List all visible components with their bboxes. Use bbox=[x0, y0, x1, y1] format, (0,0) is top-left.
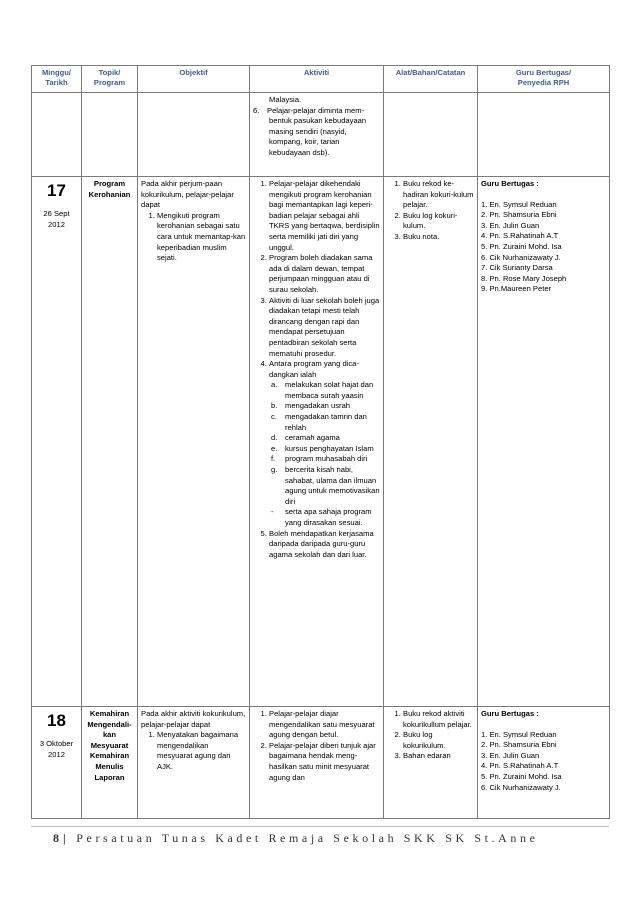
header-row bbox=[32, 66, 610, 93]
header-alat: Alat/Bahan/Catatan bbox=[384, 66, 478, 93]
objektif-cell: Pada akhir aktiviti kokurikulum, pelajar-pelajar dapat 1. Menyatakan bagaimana mengendalikan mesyuarat agung dan AJK. bbox=[138, 707, 250, 819]
week-cell bbox=[32, 177, 82, 707]
week-date: 3 Oktober 2012 bbox=[39, 739, 74, 759]
aktiviti-cell: Malaysia. 6. Pelajar-pelajar diminta mem-bentuk pasukan kebudayaan masing sendiri (nasyid, kompang, koir, tarian kebudayaan dsb). bbox=[250, 93, 384, 177]
aktiviti-cell: 1. Pelajar-pelajar diajar mengendalikan satu mesyuarat agung dengan betul. 2. Pelajar-pelajar diberi tunjuk ajar bagaimana hendak meng-hasilkan satu minit mesyuarat agung dan bbox=[250, 707, 384, 819]
objektif-cell: Pada akhir perjum-paan kokurikulum, pelajar-pelajar dapat 1. Mengikuti program kerohanian sebagai satu cara untuk memantap-kan keperibadian muslim sejati. bbox=[138, 177, 250, 707]
guru-cell: Guru Bertugas : 1. En. Symsul Reduan 2. Pn. Shamsuria Ebni 3. En. Julin Guan 4. Pn. S.Rahatinah A.T 5. Pn. Zuraini Mohd. Isa 6. Cik Nurhanizawaty J. 7. Cik Surianty Darsa 8. Pn. Rose Mary Joseph 9. Pn.Maureen Peter bbox=[478, 177, 610, 707]
alat-cell: 1. Buku rekod ke-hadiran kokuri-kulum pelajar. 2. Buku log kokuri-kulum. 3. Buku nota. bbox=[384, 177, 478, 707]
week-number: 17 bbox=[47, 181, 66, 200]
rph-table bbox=[31, 65, 610, 819]
topik-cell: Program Kerohanian bbox=[82, 177, 138, 707]
footer-divider bbox=[31, 826, 609, 827]
week-date: 26 Sept 2012 bbox=[43, 209, 70, 229]
footer-separator: | bbox=[63, 831, 66, 845]
page-number: 8 bbox=[53, 831, 59, 845]
header-topik: Topik/ Program bbox=[82, 66, 138, 93]
table-row-week-17 bbox=[32, 177, 610, 707]
topik-cell: Kemahiran Mengendali-kan Mesyuarat Kemahiran Menulis Laporan bbox=[82, 707, 138, 819]
guru-cell: Guru Bertugas : 1. En. Symsul Reduan 2. Pn. Shamsuria Ebni 3. En. Julin Guan 4. Pn. S.Rahatinah A.T 5. Pn. Zuraini Mohd. Isa 6. Cik Nurhanizawaty J. bbox=[478, 707, 610, 819]
header-guru: Guru Bertugas/ Penyedia RPH bbox=[478, 66, 610, 93]
page-footer bbox=[53, 831, 573, 846]
header-objektif: Objektif bbox=[138, 66, 250, 93]
alat-cell: 1. Buku rekod aktiviti kokurikullum pelajar. 2. Buku log kokurikulum. 3. Bahan edaran bbox=[384, 707, 478, 819]
header-minggu: Minggu/ Tarikh bbox=[32, 66, 82, 93]
table-row-continuation bbox=[32, 93, 610, 177]
week-number: 18 bbox=[47, 711, 66, 730]
header-aktiviti: Aktiviti bbox=[250, 66, 384, 93]
table-row-week-18 bbox=[32, 707, 610, 819]
week-cell bbox=[32, 707, 82, 819]
aktiviti-cell: 1. Pelajar-pelajar dikehendaki mengikuti program kerohanian bagi memantapkan lagi keperi-badian pelajar sebagai ahli TKRS yang bertaqwa, berdisiplin serta memiliki jati diri yang unggul. 2. Program boleh diadakan sama ada di dalam dewan, tempat perjumpaan mingguan atau di surau sekolah. 3. Aktiviti di luar sekolah boleh juga diadakan tetapi mesti telah dirancang dengan rapi dan mendapat persetujuan pentadbiran sekolah serta mematuhi prosedur. 4. Antara program yang dica-dangkan ialah a. melakukan solat hajat dan membaca surah yaasin b. mengadakan usrah c. mengadakan tamrin dan rehlah d. ceramah agama e. kursus penghayatan Islam f. program muhasabah diri g. bercerita kisah nabi, sahabat, ulama dan ilmuan agung untuk memotivasikan diri - serta apa sahaja program yang dirasakan sesuai. 5. Boleh mendapatkan kerjasama daripada daripada guru-guru agama sekolah dan dari luar. bbox=[250, 177, 384, 707]
footer-text: Persatuan Tunas Kadet Remaja Sekolah SKK SK St.Anne bbox=[76, 831, 539, 845]
